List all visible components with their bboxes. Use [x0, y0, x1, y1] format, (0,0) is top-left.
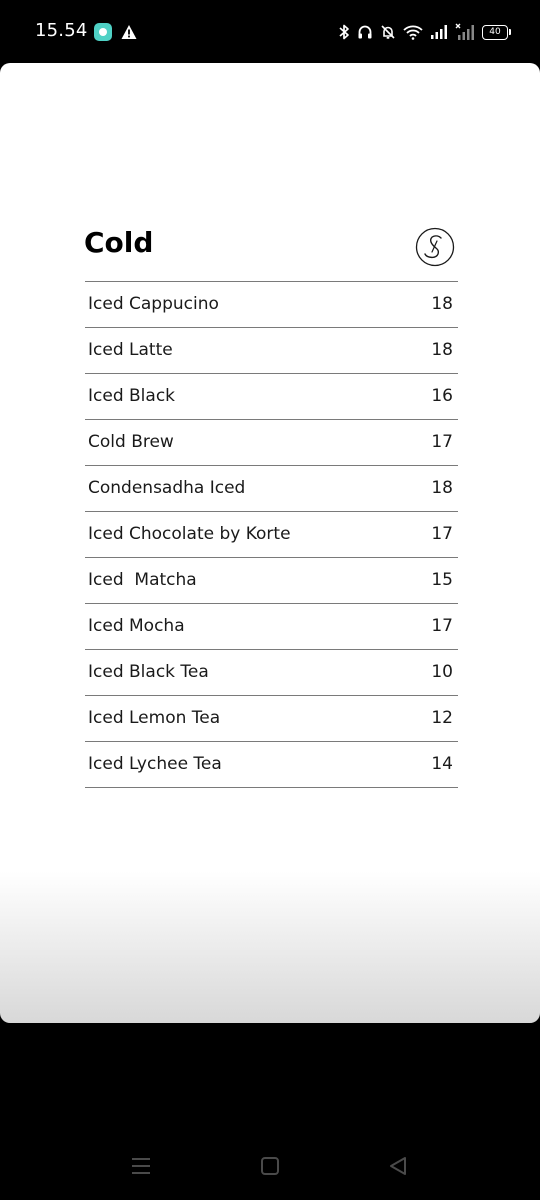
item-name: Iced Lemon Tea	[88, 708, 221, 728]
list-item	[85, 604, 458, 650]
back-icon[interactable]	[387, 1155, 409, 1177]
item-name: Iced Matcha	[88, 570, 197, 590]
system-icons	[338, 22, 508, 42]
item-price: 12	[431, 708, 453, 728]
warning-icon	[121, 24, 137, 40]
item-price: 17	[431, 616, 453, 636]
item-name: Cold Brew	[88, 432, 174, 452]
list-item	[85, 558, 458, 604]
list-item	[85, 742, 458, 788]
menu-title: Cold	[84, 226, 154, 259]
item-price: 17	[431, 524, 453, 544]
list-item	[85, 282, 458, 328]
list-item	[85, 328, 458, 374]
item-price: 15	[431, 570, 453, 590]
item-price: 18	[431, 294, 453, 314]
item-price: 16	[431, 386, 453, 406]
battery-icon: 40	[482, 25, 508, 40]
item-name: Condensadha Iced	[88, 478, 246, 498]
item-name: Iced Lychee Tea	[88, 754, 222, 774]
menu-icon[interactable]	[130, 1155, 152, 1177]
navigation-bar	[0, 1130, 540, 1200]
menu-list	[85, 281, 458, 788]
app-notification-icon	[94, 23, 112, 41]
signal-icon	[430, 24, 448, 40]
wifi-icon	[403, 24, 423, 40]
mute-bell-icon	[380, 24, 396, 40]
home-icon[interactable]	[259, 1155, 281, 1177]
item-name: Iced Black Tea	[88, 662, 209, 682]
bluetooth-icon	[338, 23, 350, 41]
headphones-icon	[357, 24, 373, 40]
list-item	[85, 650, 458, 696]
item-price: 18	[431, 478, 453, 498]
item-name: Iced Mocha	[88, 616, 185, 636]
status-bar	[0, 0, 540, 64]
list-item	[85, 512, 458, 558]
item-price: 14	[431, 754, 453, 774]
logo-icon	[415, 227, 455, 267]
list-item	[85, 420, 458, 466]
item-price: 10	[431, 662, 453, 682]
item-name: Iced Latte	[88, 340, 173, 360]
item-name: Iced Black	[88, 386, 176, 406]
status-time: 15.54	[35, 20, 88, 41]
list-item	[85, 696, 458, 742]
item-price: 17	[431, 432, 453, 452]
item-price: 18	[431, 340, 453, 360]
list-item	[85, 374, 458, 420]
item-name: Iced Cappucino	[88, 294, 219, 314]
list-item	[85, 466, 458, 512]
signal-no-sim-icon	[455, 23, 475, 41]
item-name: Iced Chocolate by Korte	[88, 524, 291, 544]
menu-card	[0, 63, 540, 1023]
